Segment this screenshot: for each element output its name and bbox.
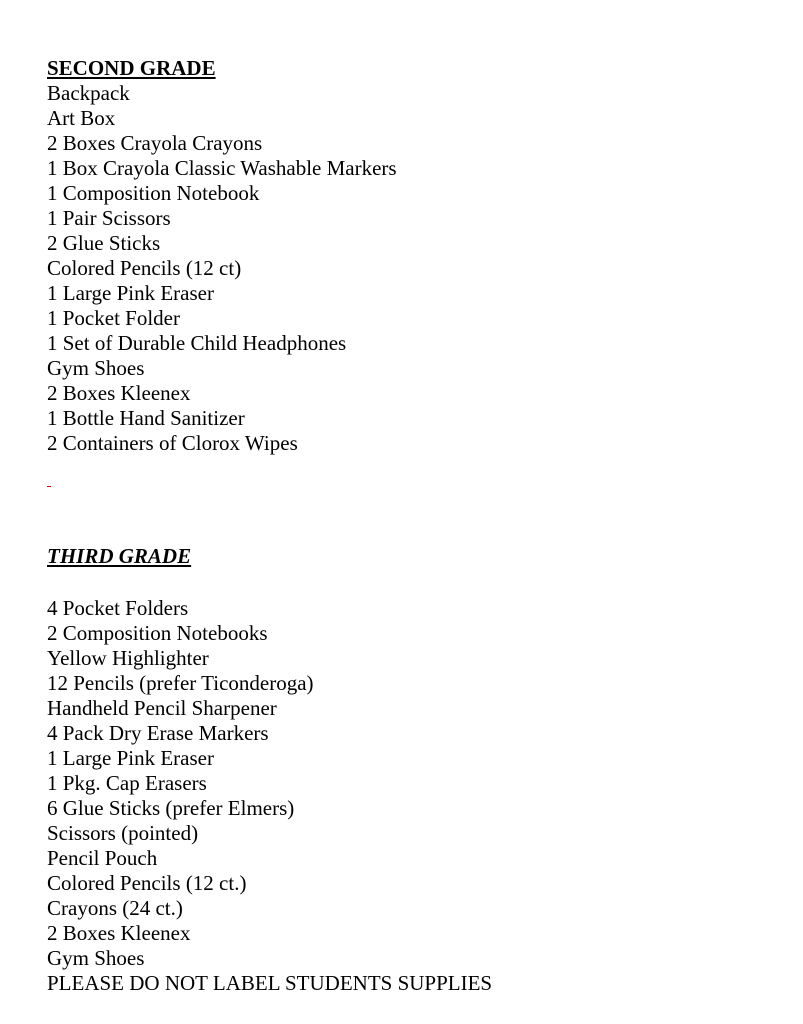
third-grade-heading: THIRD GRADE: [47, 544, 192, 568]
list-item: Art Box: [47, 106, 116, 130]
list-item: Scissors (pointed): [47, 821, 199, 845]
list-item: 1 Bottle Hand Sanitizer: [47, 406, 245, 430]
list-item: Colored Pencils (12 ct.): [47, 871, 247, 895]
list-item: 4 Pack Dry Erase Markers: [47, 721, 269, 745]
list-item: Handheld Pencil Sharpener: [47, 696, 277, 720]
second-grade-section: [47, 56, 787, 456]
list-item: Colored Pencils (12 ct): [47, 256, 242, 280]
list-item: Crayons (24 ct.): [47, 896, 183, 920]
list-item: 2 Boxes Kleenex: [47, 381, 191, 405]
list-item: 12 Pencils (prefer Ticonderoga): [47, 671, 314, 695]
list-item: 1 Pocket Folder: [47, 306, 180, 330]
list-item: 1 Large Pink Eraser: [47, 746, 214, 770]
list-item: 6 Glue Sticks (prefer Elmers): [47, 796, 295, 820]
red-mark-divider: [47, 486, 51, 487]
list-item: PLEASE DO NOT LABEL STUDENTS SUPPLIES: [47, 971, 493, 995]
list-item: 1 Set of Durable Child Headphones: [47, 331, 347, 355]
list-item: Pencil Pouch: [47, 846, 158, 870]
second-grade-list: [47, 81, 787, 456]
list-item: 4 Pocket Folders: [47, 596, 189, 620]
list-item: 1 Pkg. Cap Erasers: [47, 771, 207, 795]
list-item: 2 Boxes Kleenex: [47, 921, 191, 945]
list-item: 2 Composition Notebooks: [47, 621, 268, 645]
list-item: Yellow Highlighter: [47, 646, 209, 670]
list-item: Gym Shoes: [47, 356, 145, 380]
second-grade-heading: SECOND GRADE: [47, 56, 216, 80]
list-item: Gym Shoes: [47, 946, 145, 970]
list-item: 1 Large Pink Eraser: [47, 281, 214, 305]
list-item: 1 Box Crayola Classic Washable Markers: [47, 156, 397, 180]
list-item: 1 Composition Notebook: [47, 181, 260, 205]
third-grade-list: [47, 596, 787, 996]
list-item: Backpack: [47, 81, 130, 105]
list-item: 2 Glue Sticks: [47, 231, 161, 255]
list-item: 2 Containers of Clorox Wipes: [47, 431, 298, 455]
list-item: 2 Boxes Crayola Crayons: [47, 131, 263, 155]
list-item: 1 Pair Scissors: [47, 206, 171, 230]
